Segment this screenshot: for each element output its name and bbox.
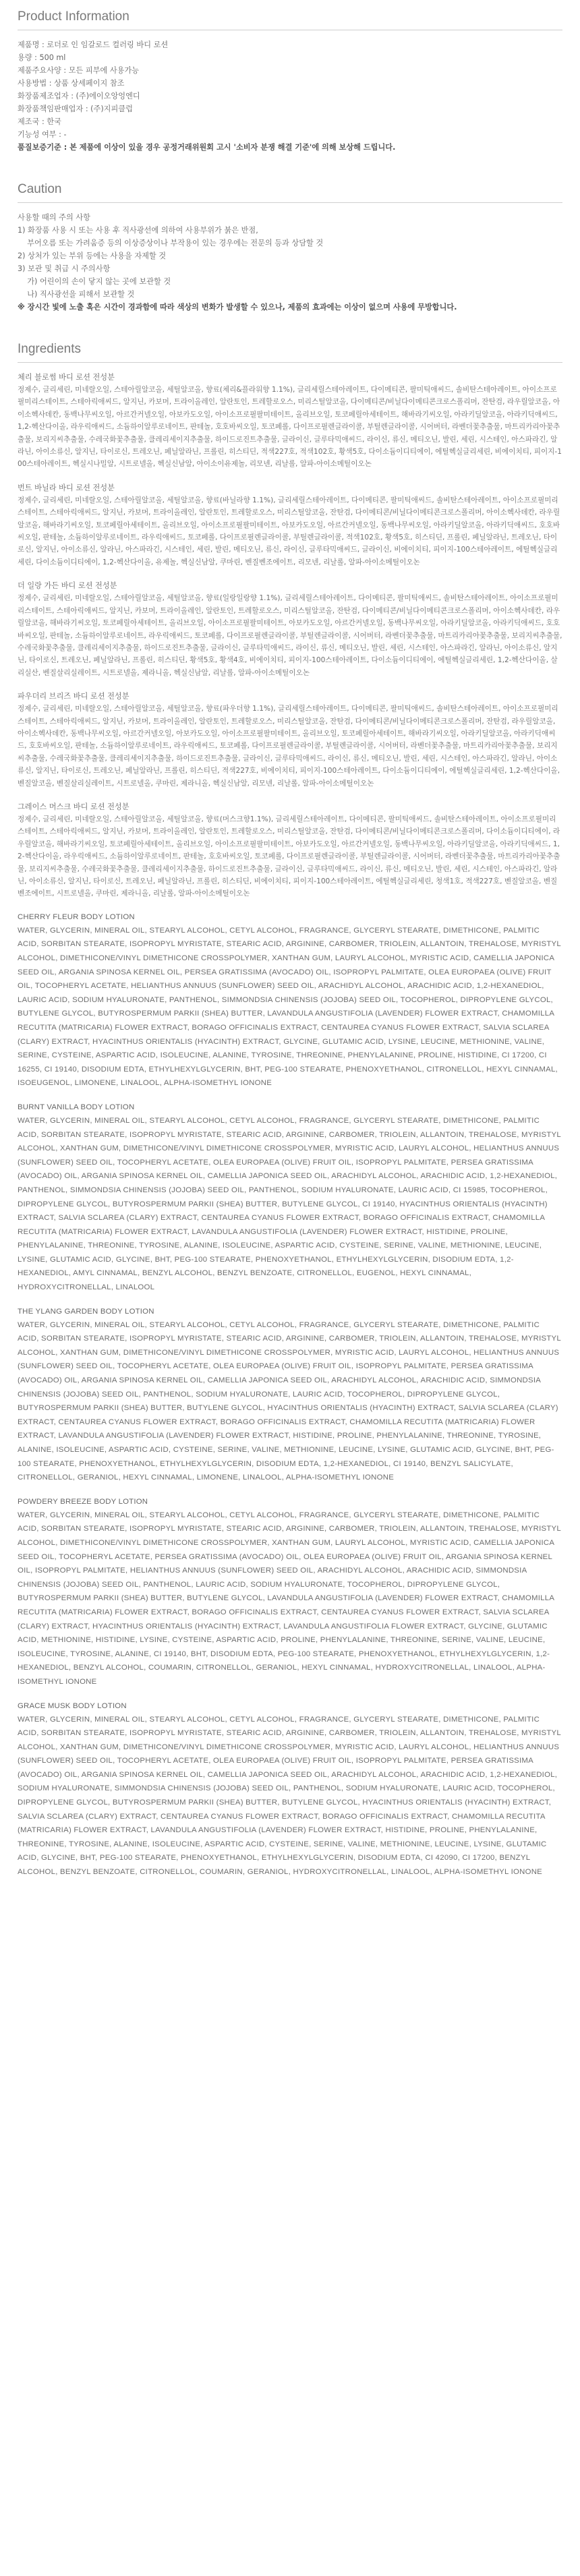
product-info-line: 제품주요사양 : 모든 피부에 사용가능	[18, 66, 140, 75]
ingredients-title: Ingredients	[18, 342, 82, 356]
ingredient-text: 정제수, 글리세린, 미네랄오일, 스테아릴알코올, 세틸알코올, 향료(일랑일랑향 1.1%), 글리세릴스테아레이트, 다이메티콘, 팔미틱애씨드, 솔비탄스테아레이트, 아이소프로필미리스테이트, 스테아릭애씨드, 알지닌, 카보머, 트라이올레인, 알란토인, 트레할로오스, 미리스틸알코올, 잔탄검, 다이메티콘/비닐다이메티콘크로스폴리머, 아이소헥사데칸, 라우릴알코올, 해바라기씨오일, 토코페릴아세테이트, 올리브오일, 아이소프로필팔미테이트, 아보카도오일, 아르간커넬오일, 동백나무씨오일, 아라키딜알코올, 아라키딕애씨드, 호호바씨오일, 판테놀, 소듐하이알루로네이트, 라우릭애씨드, 토코페롤, 다이프로필렌글라이콜, 부틸렌글라이콜, 시어버터, 라벤더꽃추출물, 마트리카리아꽃추출물, 보리지씨추출물, 수레국화꽃추출물, 클레리세이지추출물, 하이드로진트추출물, 글라이신, 글루타믹애씨드, 라이신, 류신, 메티오닌, 발린, 세린, 시스테인, 아스파라긴, 알라닌, 아이소류신, 알지닌, 타이로신, 트레오닌, 페닐알라닌, 프롤린, 히스티딘, 황색5호, 황색4호, 비에이치티, 피이지-100스테아레이트, 다이소듐이디티에이, 에틸헥실글리세린, 1,2-헥산다이올, 살리실산, 벤질살리실레이트, 시트로넬올, 제라니올, 헥실신남알, 리날롤, 알파-아이소메틸이오논	[18, 594, 562, 677]
ingredient-block-ylang-ko	[18, 579, 562, 679]
product-info-section	[18, 0, 562, 154]
ingredient-title: BURNT VANILLA BODY LOTION	[18, 1103, 135, 1111]
caution-line: 2) 상처가 있는 부위 등에는 사용을 자제할 것	[18, 252, 167, 260]
ingredient-title: 파우더리 브리즈 바디 로션 전성분	[18, 692, 129, 701]
caution-note: ※ 장시간 빛에 노출 혹은 시간이 경과함에 따라 색상의 변화가 발생할 수 있으나, 제품의 효과에는 이상이 없으며 사용에 무방합니다.	[18, 303, 457, 312]
product-info-line: 화장품책임판매업자 : (주)지피클럽	[18, 105, 133, 113]
product-info-title: Product Information	[18, 9, 129, 24]
ingredient-block-powdery-ko	[18, 690, 562, 790]
product-info-list	[18, 38, 562, 154]
caution-title: Caution	[18, 182, 62, 196]
ingredient-title: THE YLANG GARDEN BODY LOTION	[18, 1307, 154, 1316]
ingredient-block-cherry-ko	[18, 371, 562, 471]
ingredient-block-musk-en	[18, 1700, 562, 1879]
product-info-line: 화장품제조업자 : (주)에이오앙엉엔디	[18, 92, 140, 100]
ingredient-text: 정제수, 글리세린, 미네랄오일, 스테아릴알코올, 세틸알코올, 향료(체리&플라워향 1.1%), 글리세릴스테아레이트, 다이메티콘, 팔미틱애씨드, 솔비탄스테아레이트, 아이소프로필미리스테이트, 스테아릭애씨드, 알지닌, 카보머, 트라이올레인, 알란토인, 트레할로오스, 미리스틸알코올, 다이메티콘/비닐다이메티콘크로스폴리머, 잔탄검, 라우릴알코올, 아이소헥사데칸, 동백나무씨오일, 아르간커넬오일, 아보카도오일, 아이소프로필팔미테이트, 올리브오일, 토코페릴아세테이트, 해바라기씨오일, 아라키딜알코올, 아라키딕애씨드, 1,2-헥산다이올, 라우릭애씨드, 소듐하이알루로네이트, 판테놀, 호호바씨오일, 토코페롤, 다이프로필렌글라이콜, 부틸렌글라이콜, 시어버터, 라벤더꽃추출물, 마트리카리아꽃추출물, 보리지씨추출물, 수레국화꽃추출물, 클레리세이지추출물, 하이드로진트추출물, 글라이신, 글루타믹애씨드, 라이신, 류신, 메티오닌, 발린, 세린, 시스테인, 아스파라긴, 알라닌, 아이소류신, 알지닌, 타이로신, 트레오닌, 페닐알라닌, 프롤린, 히스티딘, 적색227호, 적색102호, 황색5호, 다이소듐이디티에이, 에틸헥실글리세린, 비에이치티, 피이지-100스테아레이트, 헥실시나밀알, 시트로넬올, 헥실신남알, 아이소이유제놀, 리모넨, 리날롤, 알파-아이소메틸이오논	[18, 386, 562, 469]
ingredient-title: 더 일랑 가든 바디 로션 전성분	[18, 581, 117, 591]
ingredient-block-vanilla-en	[18, 1101, 562, 1295]
ingredient-text: WATER, GLYCERIN, MINERAL OIL, STEARYL ALCOHOL, CETYL ALCOHOL, FRAGRANCE, GLYCERYL STEARATE, DIMETHICONE, PALMITIC ACID, SORBITAN STEARATE, ISOPROPYL MYRISTATE, STEARIC ACID, ARGININE, CARBOMER, TRIOLEIN, ALLANTOIN, TREHALOSE, MYRISTYL ALCOHOL, XANTHAN GUM, DIMETHICONE/VINYL DIMETHICONE CROSSPOLYMER, MYRISTIC ACID, LAURYL ALCOHOL, HELIANTHUS ANNUUS (SUNFLOWER) SEED OIL, TOCOPHERYL ACETATE, OLEA EUROPAEA (OLIVE) FRUIT OIL, ISOPROPYL PALMITATE, PERSEA GRATISSIMA (AVOCADO) OIL, ARGANIA SPINOSA KERNEL OIL, CAMELLIA JAPONICA SEED OIL, ARACHIDYL ALCOHOL, ARACHIDIC ACID, 1,2-HEXANEDIOL, SODIUM HYALURONATE, SIMMONDSIA CHINENSIS (JOJOBA) SEED OIL, PANTHENOL, SODIUM HYALURONATE, LAURIC ACID, TOCOPHEROL, DIPROPYLENE GLYCOL, BUTYROSPERMUM PARKII (SHEA) BUTTER, BUTYLENE GLYCOL, HYACINTHUS ORIENTALIS (HYACINTH) EXTRACT, SALVIA SCLAREA (CLARY) EXTRACT, CENTAUREA CYANUS FLOWER EXTRACT, BORAGO OFFICINALIS EXTRACT, CHAMOMILLA RECUTITA (MATRICARIA) FLOWER EXTRACT, LAVANDULA ANGUSTIFOLIA (LAVENDER) FLOWER EXTRACT, HISTIDINE, PROLINE, PHENYLALANINE, THREONINE, TYROSINE, ALANINE, ISOLEUCINE, ASPARTIC ACID, CYSTEINE, SERINE, VALINE, METHIONINE, LEUCINE, LYSINE, GLUTAMIC ACID, GLYCINE, BHT, PEG-100 STEARATE, PHENOXYETHANOL, ETHYLHEXYLGLYCERIN, DISODIUM EDTA, CI 42090, CI 17200, BENZYL ALCOHOL, BENZYL BENZOATE, CITRONELLOL, COUMARIN, GERANIOL, HYDROXYCITRONELLAL, LINALOOL, ALPHA-ISOMETHYL IONONE	[18, 1715, 561, 1877]
ingredient-block-cherry-en	[18, 911, 562, 1090]
product-info-line: 용량 : 500 ml	[18, 53, 66, 62]
ingredient-text: 정제수, 글리세린, 미네랄오일, 스테아릴알코올, 세틸알코올, 향료(바닐라향 1.1%), 글리세릴스테아레이트, 다이메티콘, 팔미틱애씨드, 솔비탄스테아레이트, 아이소프로필미리스테이트, 스테아릭애씨드, 알지닌, 카보머, 트라이올레인, 알란토인, 트레할로오스, 미리스틸알코올, 잔탄검, 다이메티콘/비닐다이메티콘크로스폴리머, 아이소헥사데칸, 라우릴알코올, 해바라기씨오일, 토코페릴아세테이트, 올리브오일, 아이소프로필팔미테이트, 아보카도오일, 아르간커넬오일, 동백나무씨오일, 아라키딜알코올, 아라키딕애씨드, 호호바씨오일, 판테놀, 소듐하이알루로네이트, 라우릭애씨드, 토코페롤, 다이프로필렌글라이콜, 부틸렌글라이콜, 적색102호, 황색5호, 히스티딘, 프롤린, 페닐알라닌, 트레오닌, 타이로신, 알지닌, 아이소류신, 알라닌, 아스파라긴, 시스테인, 세린, 발린, 메티오닌, 류신, 라이신, 글루타믹애씨드, 글라이신, 비에이치티, 피이지-100스테아레이트, 에틸헥실글리세린, 다이소듐이디티에이, 1,2-헥산다이올, 유제놀, 헥실신남알, 쿠마린, 벤질벤조에이트, 리모넨, 리날롤, 알파-아이소메틸이오논	[18, 496, 560, 566]
ingredient-block-musk-ko	[18, 800, 562, 900]
ingredient-text: 정제수, 글리세린, 미네랄오일, 스테아릴알코올, 세틸알코올, 향료(파우더향 1.1%), 글리세릴스테아레이트, 다이메티콘, 팔미틱애씨드, 솔비탄스테아레이트, 아이소프로필미리스테이트, 스테아릭애씨드, 알지닌, 카보머, 트라이올레인, 알란토인, 트레할로오스, 미리스틸알코올, 잔탄검, 다이메티콘/비닐다이메티콘크로스폴리머, 잔탄검, 라우릴알코올, 아이소헥사데칸, 동백나무씨오일, 아르간커넬오일, 아보카도오일, 아이소프로필팔미테이트, 올리브오일, 토코페릴아세테이트, 해바라기씨오일, 아라키딜알코올, 아라키딕애씨드, 호호바씨오일, 판테놀, 소듐하이알루로네이트, 라우릭애씨드, 토코페롤, 다이프로필렌글라이콜, 부틸렌글라이콜, 시어버터, 라벤더꽃추출물, 마트리카리아꽃추출물, 보리지씨추출물, 수레국화꽃추출물, 클레리세이지추출물, 하이드로진트추출물, 글라이신, 글루타믹애씨드, 라이신, 류신, 메티오닌, 발린, 세린, 시스테인, 아스파라긴, 알라닌, 아이소류신, 알지닌, 타이로신, 트레오닌, 페닐알라닌, 프롤린, 히스티딘, 적색227호, 비에이치티, 피이지-100스테아레이트, 다이소듐이디티에이, 에틸헥실글리세린, 1,2-헥산다이올, 벤질알코올, 벤질살리실레이트, 시트로넬올, 쿠마린, 제라니올, 헥실신남알, 리모넨, 리날롤, 알파-아이소메틸이오논	[18, 705, 560, 788]
caution-line: 사용할 때의 주의 사항	[18, 213, 90, 222]
ingredient-title: 그레이스 머스크 바디 로션 전성분	[18, 802, 129, 811]
product-info-line: 사용방법 : 상품 상세페이지 참조	[18, 79, 125, 88]
ingredient-text: WATER, GLYCERIN, MINERAL OIL, STEARYL ALCOHOL, CETYL ALCOHOL, FRAGRANCE, GLYCERYL STEARATE, DIMETHICONE, PALMITIC ACID, SORBITAN STEARATE, ISOPROPYL MYRISTATE, STEARIC ACID, ARGININE, CARBOMER, TRIOLEIN, ALLANTOIN, TREHALOSE, MYRISTYL ALCOHOL, XANTHAN GUM, DIMETHICONE/VINYL DIMETHICONE CROSSPOLYMER, MYRISTIC ACID, LAURYL ALCOHOL, HELIANTHUS ANNUUS (SUNFLOWER) SEED OIL, TOCOPHERYL ACETATE, OLEA EUROPAEA (OLIVE) FRUIT OIL, ISOPROPYL PALMITATE, PERSEA GRATISSIMA (AVOCADO) OIL, ARGANIA SPINOSA KERNEL OIL, CAMELLIA JAPONICA SEED OIL, ARACHIDYL ALCOHOL, ARACHIDIC ACID, 1,2-HEXANEDIOL, PANTHENOL, SIMMONDSIA CHINENSIS (JOJOBA) SEED OIL, PANTHENOL, SODIUM HYALURONATE, LAURIC ACID, CI 15985, TOCOPHEROL, DIPROPYLENE GLYCOL, BUTYROSPERMUM PARKII (SHEA) BUTTER, BUTYLENE GLYCOL, CI 19140, HYACINTHUS ORIENTALIS (HYACINTH) EXTRACT, SALVIA SCLAREA (CLARY) EXTRACT, CENTAUREA CYANUS FLOWER EXTRACT, BORAGO OFFICINALIS EXTRACT, CHAMOMILLA RECUTITA (MATRICARIA) FLOWER EXTRACT, LAVANDULA ANGUSTIFOLIA (LAVENDER) FLOWER EXTRACT, HISTIDINE, PROLINE, PHENYLALANINE, THREONINE, TYROSINE, ALANINE, ISOLEUCINE, ASPARTIC ACID, CYSTEINE, SERINE, VALINE, METHIONINE, LEUCINE, LYSINE, GLUTAMIC ACID, GLYCINE, BHT, PEG-100 STEARATE, PHENOXYETHANOL, ETHYLHEXYLGLYCERIN, DISODIUM EDTA, 1,2-HEXANEDIOL, AMYL CINNAMAL, BENZYL ALCOHOL, BENZYL BENZOATE, CITRONELLOL, EUGENOL, HEXYL CINNAMAL, HYDROXYCITRONELLAL, LINALOOL	[18, 1116, 561, 1292]
caution-line: 나) 직사광선을 피해서 보관할 것	[18, 290, 135, 299]
ingredients-divider	[18, 362, 562, 363]
ingredient-title: POWDERY BREEZE BODY LOTION	[18, 1497, 148, 1506]
ingredient-block-ylang-en	[18, 1306, 562, 1485]
caution-line: 3) 보관 및 취급 시 주의사항	[18, 264, 111, 273]
caution-line: 가) 어린이의 손이 닿지 않는 곳에 보관할 것	[18, 277, 171, 286]
ingredient-title: CHERRY FLEUR BODY LOTION	[18, 912, 135, 921]
ingredient-title: 체리 블로썸 바디 로션 전성분	[18, 373, 115, 382]
caution-line: 1) 화장품 사용 시 또는 사용 후 직사광선에 의하여 사용부위가 붉은 반점,	[18, 226, 258, 235]
product-info-line: 기능성 여부 : -	[18, 130, 67, 139]
caution-list	[18, 211, 562, 314]
ingredient-text: WATER, GLYCERIN, MINERAL OIL, STEARYL ALCOHOL, CETYL ALCOHOL, FRAGRANCE, GLYCERYL STEARATE, DIMETHICONE, PALMITIC ACID, SORBITAN STEARATE, ISOPROPYL MYRISTATE, STEARIC ACID, ARGININE, CARBOMER, TRIOLEIN, ALLANTOIN, TREHALOSE, MYRISTYL ALCOHOL, DIMETHICONE/VINYL DIMETHICONE CROSSPOLYMER, XANTHAN GUM, LAURYL ALCOHOL, MYRISTIC ACID, CAMELLIA JAPONICA SEED OIL, TOCOPHERYL ACETATE, PERSEA GRATISSIMA (AVOCADO) OIL, OLEA EUROPAEA (OLIVE) FRUIT OIL, ARGANIA SPINOSA KERNEL OIL, ISOPROPYL PALMITATE, HELIANTHUS ANNUUS (SUNFLOWER) SEED OIL, ARACHIDYL ALCOHOL, ARACHIDIC ACID, SIMMONDSIA CHINENSIS (JOJOBA) SEED OIL, PANTHENOL, LAURIC ACID, SODIUM HYALURONATE, TOCOPHEROL, DIPROPYLENE GLYCOL, BUTYROSPERMUM PARKII (SHEA) BUTTER, BUTYLENE GLYCOL, LAVANDULA ANGUSTIFOLIA (LAVENDER) FLOWER EXTRACT, CHAMOMILLA RECUTITA (MATRICARIA) FLOWER EXTRACT, BORAGO OFFICINALIS EXTRACT, CENTAUREA CYANUS FLOWER EXTRACT, SALVIA SCLAREA (CLARY) EXTRACT, HYACINTHUS ORIENTALIS (HYACINTH) EXTRACT, LAVANDULA ANGUSTIFOLIA FLOWER EXTRACT, GLYCINE, GLUTAMIC ACID, METHIONINE, HISTIDINE, LYSINE, CYSTEINE, ASPARTIC ACID, PROLINE, PHENYLALANINE, THREONINE, SERINE, VALINE, LEUCINE, ISOLEUCINE, TYROSINE, ALANINE, CI 19140, BHT, DISODIUM EDTA, PEG-100 STEARATE, PHENOXYETHANOL, ETHYLHEXYLGLYCERIN, 1,2-HEXANEDIOL, BENZYL ALCOHOL, COUMARIN, CITRONELLOL, GERANIOL, HEXYL CINNAMAL, HYDROXYCITRONELLAL, LINALOOL, ALPHA-ISOMETHYL IONONE	[18, 1511, 561, 1686]
caution-divider	[18, 202, 562, 203]
product-info-line: 제조국 : 한국	[18, 117, 61, 126]
ingredient-block-vanilla-ko	[18, 481, 562, 568]
ingredient-text: WATER, GLYCERIN, MINERAL OIL, STEARYL ALCOHOL, CETYL ALCOHOL, FRAGRANCE, GLYCERYL STEARATE, DIMETHICONE, PALMITIC ACID, SORBITAN STEARATE, ISOPROPYL MYRISTATE, STEARIC ACID, ARGININE, CARBOMER, TRIOLEIN, ALLANTOIN, TREHALOSE, MYRISTYL ALCOHOL, DIMETHICONE/VINYL DIMETHICONE CROSSPOLYMER, XANTHAN GUM, LAURYL ALCOHOL, MYRISTIC ACID, CAMELLIA JAPONICA SEED OIL, ARGANIA SPINOSA KERNEL OIL, PERSEA GRATISSIMA (AVOCADO) OIL, ISOPROPYL PALMITATE, OLEA EUROPAEA (OLIVE) FRUIT OIL, TOCOPHERYL ACETATE, HELIANTHUS ANNUUS (SUNFLOWER) SEED OIL, ARACHIDYL ALCOHOL, ARACHIDIC ACID, 1,2-HEXANEDIOL, LAURIC ACID, SODIUM HYALURONATE, PANTHENOL, SIMMONDSIA CHINENSIS (JOJOBA) SEED OIL, TOCOPHEROL, DIPROPYLENE GLYCOL, BUTYLENE GLYCOL, BUTYROSPERMUM PARKII (SHEA) BUTTER, LAVANDULA ANGUSTIFOLIA (LAVENDER) FLOWER EXTRACT, CHAMOMILLA RECUTITA (MATRICARIA) FLOWER EXTRACT, BORAGO OFFICINALIS EXTRACT, CENTAUREA CYANUS FLOWER EXTRACT, SALVIA SCLAREA (CLARY) EXTRACT, HYACINTHUS ORIENTALIS (HYACINTH) EXTRACT, GLYCINE, GLUTAMIC ACID, LYSINE, LEUCINE, METHIONINE, VALINE, SERINE, CYSTEINE, ASPARTIC ACID, ISOLEUCINE, ALANINE, TYROSINE, THREONINE, PHENYLALANINE, PROLINE, HISTIDINE, CI 17200, CI 16255, CI 19140, DISODIUM EDTA, ETHYLHEXYLGLYCERIN, BHT, PEG-100 STEARATE, PHENOXYETHANOL, CITRONELLOL, HEXYL CINNAMAL, ISOEUGENOL, LIMONENE, LINALOOL, ALPHA-ISOMETHYL IONONE	[18, 926, 561, 1088]
ingredient-title: 번트 바닐라 바디 로션 전성분	[18, 483, 115, 492]
ingredients-section	[18, 314, 562, 1879]
caution-line: 부어오름 또는 가려움증 등의 이상증상이나 부작용이 있는 경우에는 전문의 등과 상담할 것	[18, 239, 324, 247]
ingredient-block-powdery-en	[18, 1496, 562, 1689]
quality-guarantee-note: 품질보증기준 : 본 제품에 이상이 있을 경우 공정거래위원회 고시 '소비자 분쟁 해결 기준'에 의해 보상해 드립니다.	[18, 143, 396, 152]
caution-section	[18, 154, 562, 314]
ingredient-title: GRACE MUSK BODY LOTION	[18, 1701, 127, 1710]
ingredient-text: WATER, GLYCERIN, MINERAL OIL, STEARYL ALCOHOL, CETYL ALCOHOL, FRAGRANCE, GLYCERYL STEARATE, DIMETHICONE, PALMITIC ACID, SORBITAN STEARATE, ISOPROPYL MYRISTATE, STEARIC ACID, ARGININE, CARBOMER, TRIOLEIN, ALLANTOIN, TREHALOSE, MYRISTYL ALCOHOL, XANTHAN GUM, DIMETHICONE/VINYL DIMETHICONE CROSSPOLYMER, MYRISTIC ACID, LAURYL ALCOHOL, HELIANTHUS ANNUUS (SUNFLOWER) SEED OIL, TOCOPHERYL ACETATE, OLEA EUROPAEA (OLIVE) FRUIT OIL, ISOPROPYL PALMITATE, PERSEA GRATISSIMA (AVOCADO) OIL, ARGANIA SPINOSA KERNEL OIL, CAMELLIA JAPONICA SEED OIL, ARACHIDYL ALCOHOL, ARACHIDIC ACID, SIMMONDSIA CHINENSIS (JOJOBA) SEED OIL, PANTHENOL, SODIUM HYALURONATE, LAURIC ACID, TOCOPHEROL, DIPROPYLENE GLYCOL, BUTYROSPERMUM PARKII (SHEA) BUTTER, BUTYLENE GLYCOL, HYACINTHUS ORIENTALIS (HYACINTH) EXTRACT, SALVIA SCLAREA (CLARY) EXTRACT, CENTAUREA CYANUS FLOWER EXTRACT, BORAGO OFFICINALIS EXTRACT, CHAMOMILLA RECUTITA (MATRICARIA) FLOWER EXTRACT, LAVANDULA ANGUSTIFOLIA (LAVENDER) FLOWER EXTRACT, HISTIDINE, PROLINE, PHENYLALANINE, THREONINE, TYROSINE, ALANINE, ISOLEUCINE, ASPARTIC ACID, CYSTEINE, SERINE, VALINE, METHIONINE, LEUCINE, LYSINE, GLUTAMIC ACID, GLYCINE, BHT, PEG-100 STEARATE, PHENOXYETHANOL, ETHYLHEXYLGLYCERIN, DISODIUM EDTA, 1,2-HEXANEDIOL, CI 19140, BENZYL SALICYLATE, CITRONELLOL, GERANIOL, HEXYL CINNAMAL, LIMONENE, LINALOOL, ALPHA-ISOMETHYL IONONE	[18, 1320, 561, 1482]
ingredient-text: 정제수, 글리세린, 미네랄오일, 스테아릴알코올, 세틸알코올, 향료(머스크향1.1%), 글리세릴스테아레이트, 다이메티콘, 팔미틱애씨드, 솔비탄스테아레이트, 아이소프로필미리스테이트, 스테아릭애씨드, 알지닌, 카보머, 트라이올레인, 알란토인, 트레할로오스, 미리스틸알코올, 잔탄검, 다이메티콘/비닐다이메티콘크로스폴리머, 다이소듐이디티에이, 라우릴알코올, 해바라기씨오일, 토코페릴아세테이트, 올리브오일, 아이소프로필팔미테이트, 아보카도오일, 아르간커넬오일, 동백나무씨오일, 아라키딜알코올, 아라키딕애씨드, 1,2-헥산다이올, 라우릭애씨드, 소듐하이알루로네이트, 판테놀, 호호바씨오일, 토코페롤, 다이프로필렌글라이콜, 부틸렌글라이콜, 시어버터, 라벤더꽃추출물, 마트리카리아꽃추출물, 보리지씨추출물, 수레국화꽃추출물, 클레리세이지추출물, 하이드로진트추출물, 글라이신, 글루타믹애씨드, 라이신, 류신, 메티오닌, 발린, 세린, 시스테인, 아스파라긴, 알라닌, 아이소류신, 알지닌, 타이로신, 트레오닌, 페닐알라닌, 프롤린, 히스티딘, 비에이치티, 피이지-100스테아레이트, 에틸헥실글리세린, 청색1호, 적색227호, 벤질알코올, 벤질벤조에이트, 시트로넬올, 쿠마린, 제라니올, 리날롤, 알파-아이소메틸이오논	[18, 815, 560, 898]
product-info-line: 제품명 : 로더로 인 임갈로드 컬러링 바디 로션	[18, 40, 169, 49]
